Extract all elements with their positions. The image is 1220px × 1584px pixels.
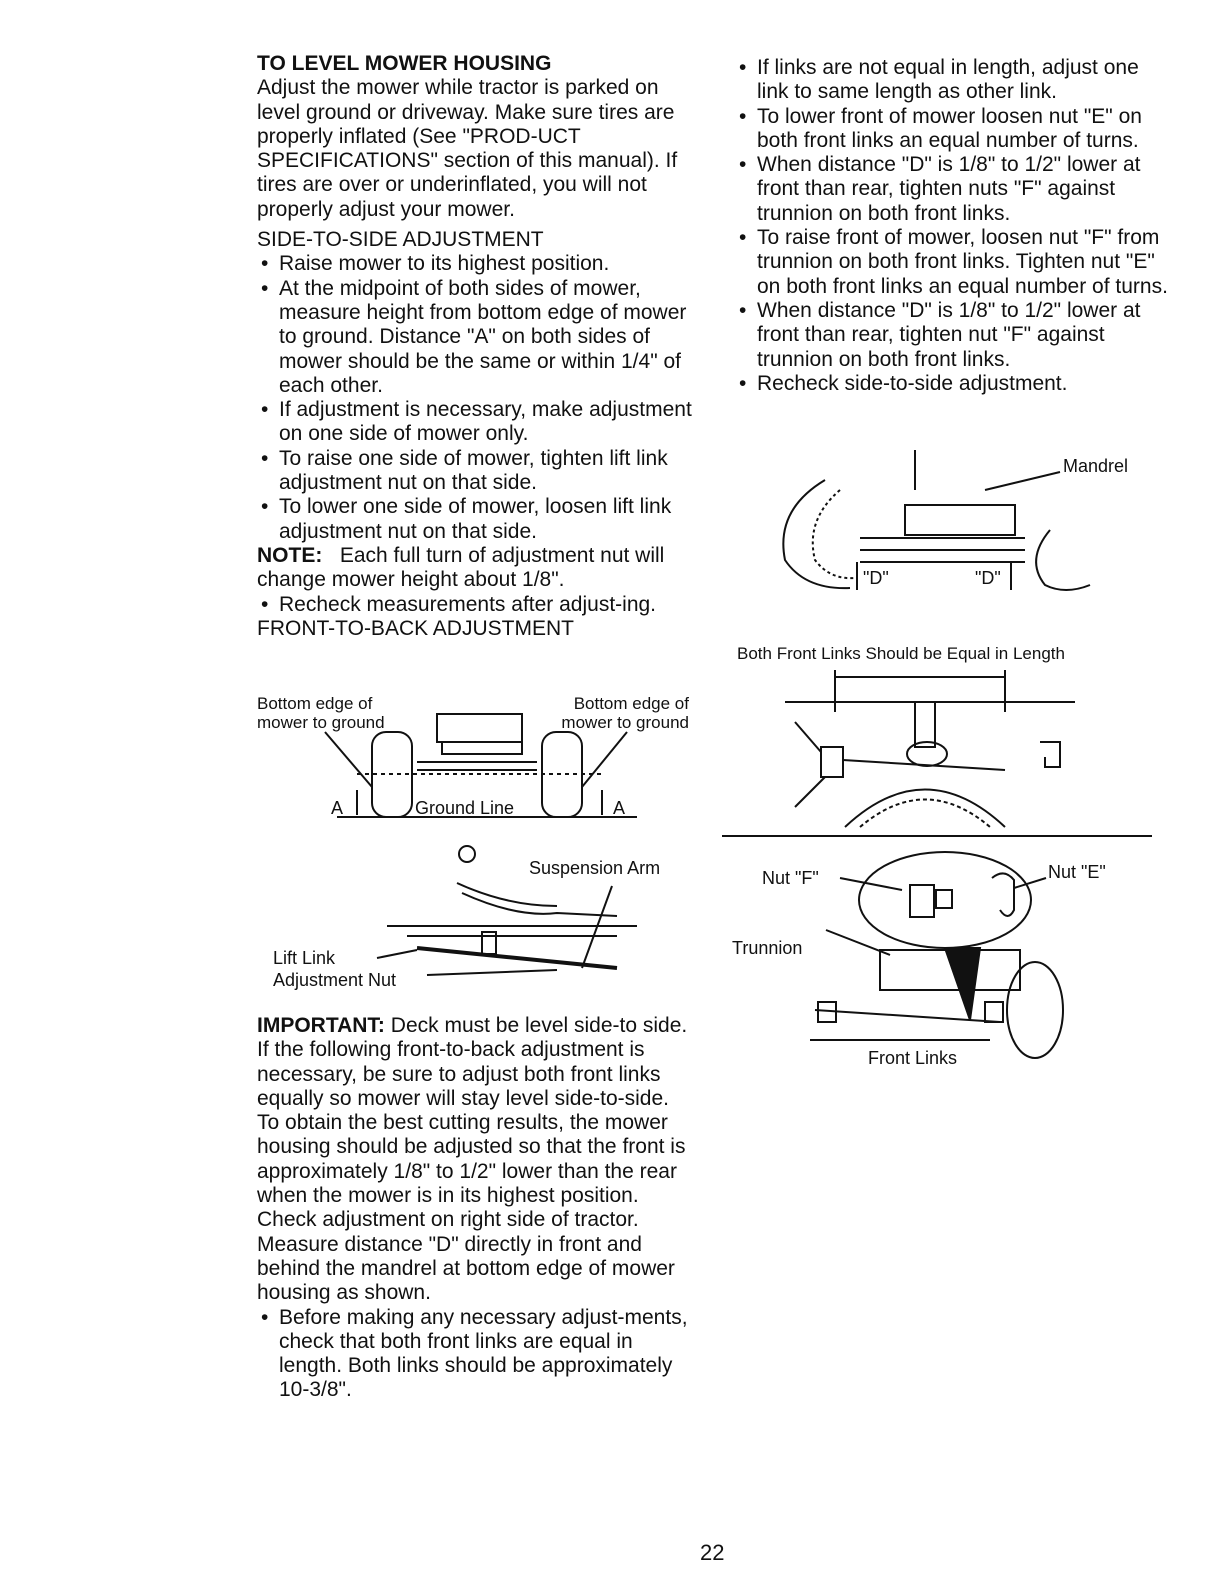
list-item: • Raise mower to its highest position. xyxy=(257,252,697,276)
intro-paragraph: Adjust the mower while tractor is parked on level ground or driveway. Make sure tires are properly inflated (See "PROD-UCT SPECIFICATIONS" section of this manual). If tires are over or underinflated, you will not properly adjust your mower. xyxy=(257,76,678,221)
important-label: IMPORTANT: xyxy=(257,1014,385,1037)
list-item: • If links are not equal in length, adjust one link to same length as other link. xyxy=(735,56,1175,105)
list-item: • To raise front of mower, loosen nut "F" from trunnion on both front links. Tighten nut "E" on both front links an equal number of turns. xyxy=(735,226,1175,299)
distance-d-front-label: "D" xyxy=(863,568,889,588)
suspension-arm-figure xyxy=(257,838,697,998)
mandrel-label: Mandrel xyxy=(1063,456,1129,476)
distance-a-left-label: A xyxy=(331,798,344,818)
section-heading: TO LEVEL MOWER HOUSING xyxy=(257,52,552,75)
list-item: • Recheck side-to-side adjustment. xyxy=(735,372,1175,396)
left-column xyxy=(257,52,697,641)
ground-line-label: Ground Line xyxy=(415,798,515,818)
side-to-side-list xyxy=(257,252,697,544)
ground-line-figure xyxy=(257,692,697,822)
list-item: • When distance "D" is 1/8" to 1/2" lower at front than rear, tighten nut "F" against trunnion on both front links. xyxy=(735,299,1175,372)
divider xyxy=(722,835,1152,837)
front-links-diagram xyxy=(735,642,1165,832)
side-to-side-heading: SIDE-TO-SIDE ADJUSTMENT xyxy=(257,228,544,252)
front-links-equal-figure xyxy=(735,642,1165,832)
check-adjustment-paragraph: Check adjustment on right side of tractor. Measure distance "D" directly in front and behind the mandrel at bottom edge of mower housing as shown. xyxy=(257,1208,675,1305)
list-item: • To raise one side of mower, tighten lift link adjustment nut on that side. xyxy=(257,447,697,496)
adjustment-nut-label: Adjustment Nut xyxy=(273,970,397,990)
distance-a-right-label: A xyxy=(613,798,626,818)
list-item: • Before making any necessary adjust-ments, check that both front links are equal in length. Both links should be approximately 10-3/8". xyxy=(257,1306,697,1403)
important-text: Deck must be level side-to side. If the following front-to-back adjustment is necessary, be sure to adjust both front links equally so mower will stay level side-to-side. xyxy=(257,1014,688,1110)
list-item: • If adjustment is necessary, make adjustment on one side of mower only. xyxy=(257,398,697,447)
list-item: • When distance "D" is 1/8" to 1/2" lower at front than rear, tighten nuts "F" against trunnion on both front links. xyxy=(735,153,1175,226)
front-links-label: Front Links xyxy=(868,1048,958,1068)
note-text: Each full turn of adjustment nut will change mower height about 1/8". xyxy=(257,543,665,592)
nut-trunnion-figure xyxy=(730,850,1170,1070)
note xyxy=(257,544,697,593)
note-label: NOTE: xyxy=(257,543,323,567)
suspension-arm-label: Suspension Arm xyxy=(529,858,661,878)
page-number: 22 xyxy=(700,1540,725,1565)
front-to-back-heading: FRONT-TO-BACK ADJUSTMENT xyxy=(257,616,574,640)
recheck-list xyxy=(257,593,697,617)
list-item: • To lower front of mower loosen nut "E" on both front links an equal number of turns. xyxy=(735,105,1175,154)
list-item: • At the midpoint of both sides of mower, measure height from bottom edge of mower to ground. Distance "A" on both sides of mower should be the same or within 1/4" of each other. xyxy=(257,277,697,398)
trunnion-label: Trunnion xyxy=(732,938,803,958)
important-paragraph xyxy=(257,1014,697,1111)
list-item: • To lower one side of mower, loosen lift link adjustment nut on that side. xyxy=(257,495,697,544)
lift-link-label: Lift Link xyxy=(273,948,336,968)
distance-d-rear-label: "D" xyxy=(975,568,1001,588)
left-column-lower xyxy=(257,1014,697,1403)
list-item: • Recheck measurements after adjust-ing. xyxy=(257,593,697,617)
nut-e-label: Nut "E" xyxy=(1048,862,1106,882)
mandrel-figure xyxy=(745,450,1165,600)
front-links-caption: Both Front Links Should be Equal in Length xyxy=(737,644,1065,663)
before-list xyxy=(257,1306,697,1403)
nut-f-label: Nut "F" xyxy=(762,868,819,888)
left-bottom-edge-label: Bottom edge of mower to ground xyxy=(257,694,385,732)
right-column xyxy=(735,56,1175,396)
right-bottom-edge-label: Bottom edge of mower to ground xyxy=(561,694,689,732)
best-results-paragraph: To obtain the best cutting results, the mower housing should be adjusted so that the front is approximately 1/8" to 1/2" lower than the rear when the mower is in its highest position. xyxy=(257,1111,686,1208)
front-link-list xyxy=(735,56,1175,396)
